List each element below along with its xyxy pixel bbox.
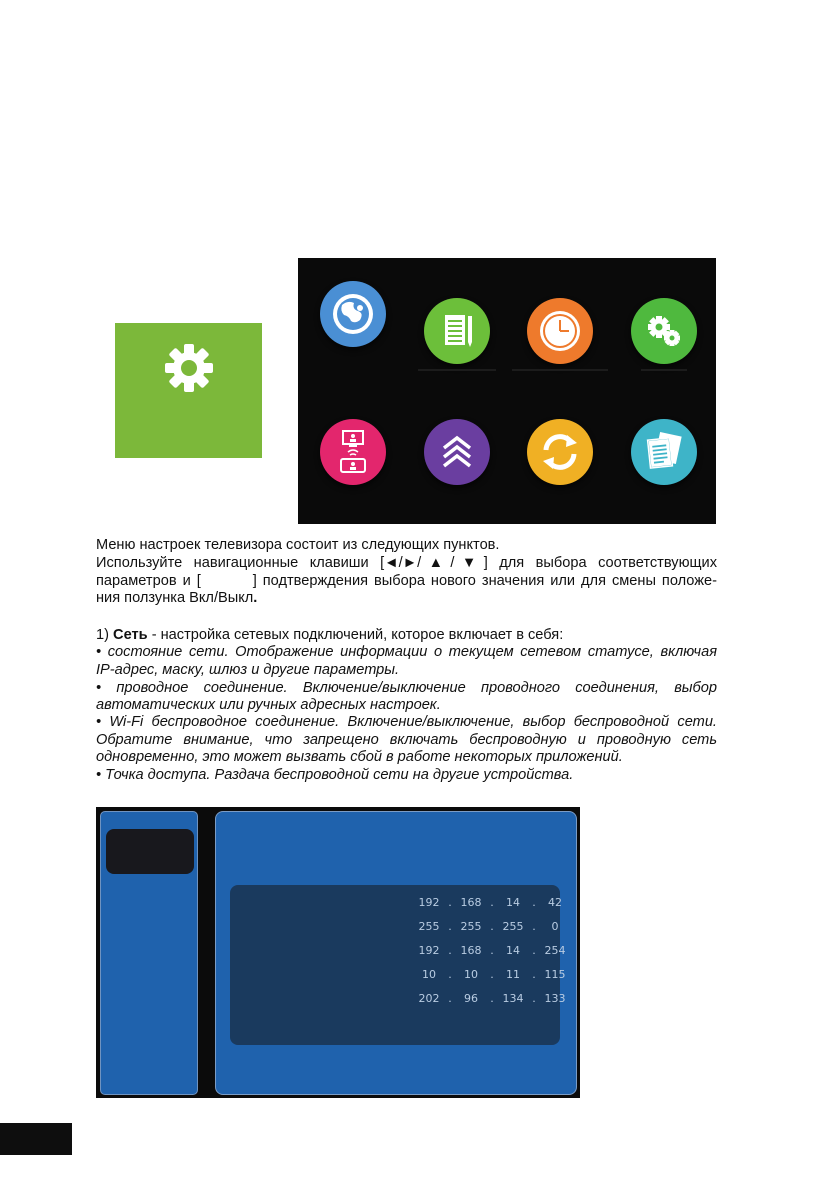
clock-icon[interactable]: [527, 298, 593, 364]
page-number-tab: [0, 1123, 72, 1155]
refresh-icon[interactable]: [527, 419, 593, 485]
bullet-network-status-1: • состояние сети. Отображение информации о текущем сетевом статусе, включая: [96, 644, 717, 660]
bullet-hotspot: • Точка доступа. Раздача беспроводной сети на другие устройства.: [96, 767, 574, 783]
network-sidebar: [100, 811, 198, 1095]
bullet-network-status-2: IP-адрес, маску, шлюз и другие параметры.: [96, 662, 400, 678]
globe-icon[interactable]: [320, 281, 386, 347]
network-main-panel: [215, 811, 577, 1095]
network-info-box: 192 . 168 . 14 . 42 255 . 255 . 255 . 0 192 . 168 . 14 . 254 10 . 10 . 11 . 115 202 . 96 . 134 . 133: [230, 885, 560, 1045]
gear-icon: [162, 341, 216, 395]
sidebar-item-selected[interactable]: [106, 829, 194, 874]
settings-tile: [115, 323, 262, 458]
caption-placeholder: [418, 369, 496, 371]
section-heading: 1) Сеть - настройка сетевых подключений, которое включает в себя:: [96, 627, 564, 643]
caption-placeholder: [512, 369, 608, 371]
network-status-screen: [96, 807, 580, 1098]
bullet-wifi-2: Обратите внимание, что запрещено включать беспроводную и проводную сеть: [96, 732, 717, 748]
intro-text: Меню настроек телевизора состоит из следующих пунктов.: [96, 537, 500, 553]
section-title: Сеть: [113, 627, 148, 643]
gears-icon[interactable]: [631, 298, 697, 364]
caption-placeholder: [641, 369, 687, 371]
bullet-wifi-3: одновременно, это может вызвать сбой в работе некоторых приложений.: [96, 749, 623, 765]
documents-icon[interactable]: [631, 419, 697, 485]
bullet-wired-1: • проводное соединение. Включение/выключение проводного соединения, выбор: [96, 680, 717, 696]
nav-keys-line-2: параметров и [ ] подтверждения выбора нового значения или для смены положе-: [96, 573, 717, 589]
screen-mirror-icon[interactable]: [320, 419, 386, 485]
bullet-wifi-1: • Wi-Fi беспроводное соединение. Включение/выключение, выбор беспроводной сети.: [96, 714, 717, 730]
tv-main-menu-panel: [298, 258, 716, 524]
chevrons-up-icon[interactable]: [424, 419, 490, 485]
bullet-wired-2: автоматических или ручных адресных настроек.: [96, 697, 441, 713]
nav-keys-line-3: ния ползунка Вкл/Выкл.: [96, 590, 258, 606]
nav-keys-line-1: Используйте навигационные клавиши [◄/►/▲/▼] для выбора соответствующих: [96, 555, 717, 571]
notes-icon[interactable]: [424, 298, 490, 364]
